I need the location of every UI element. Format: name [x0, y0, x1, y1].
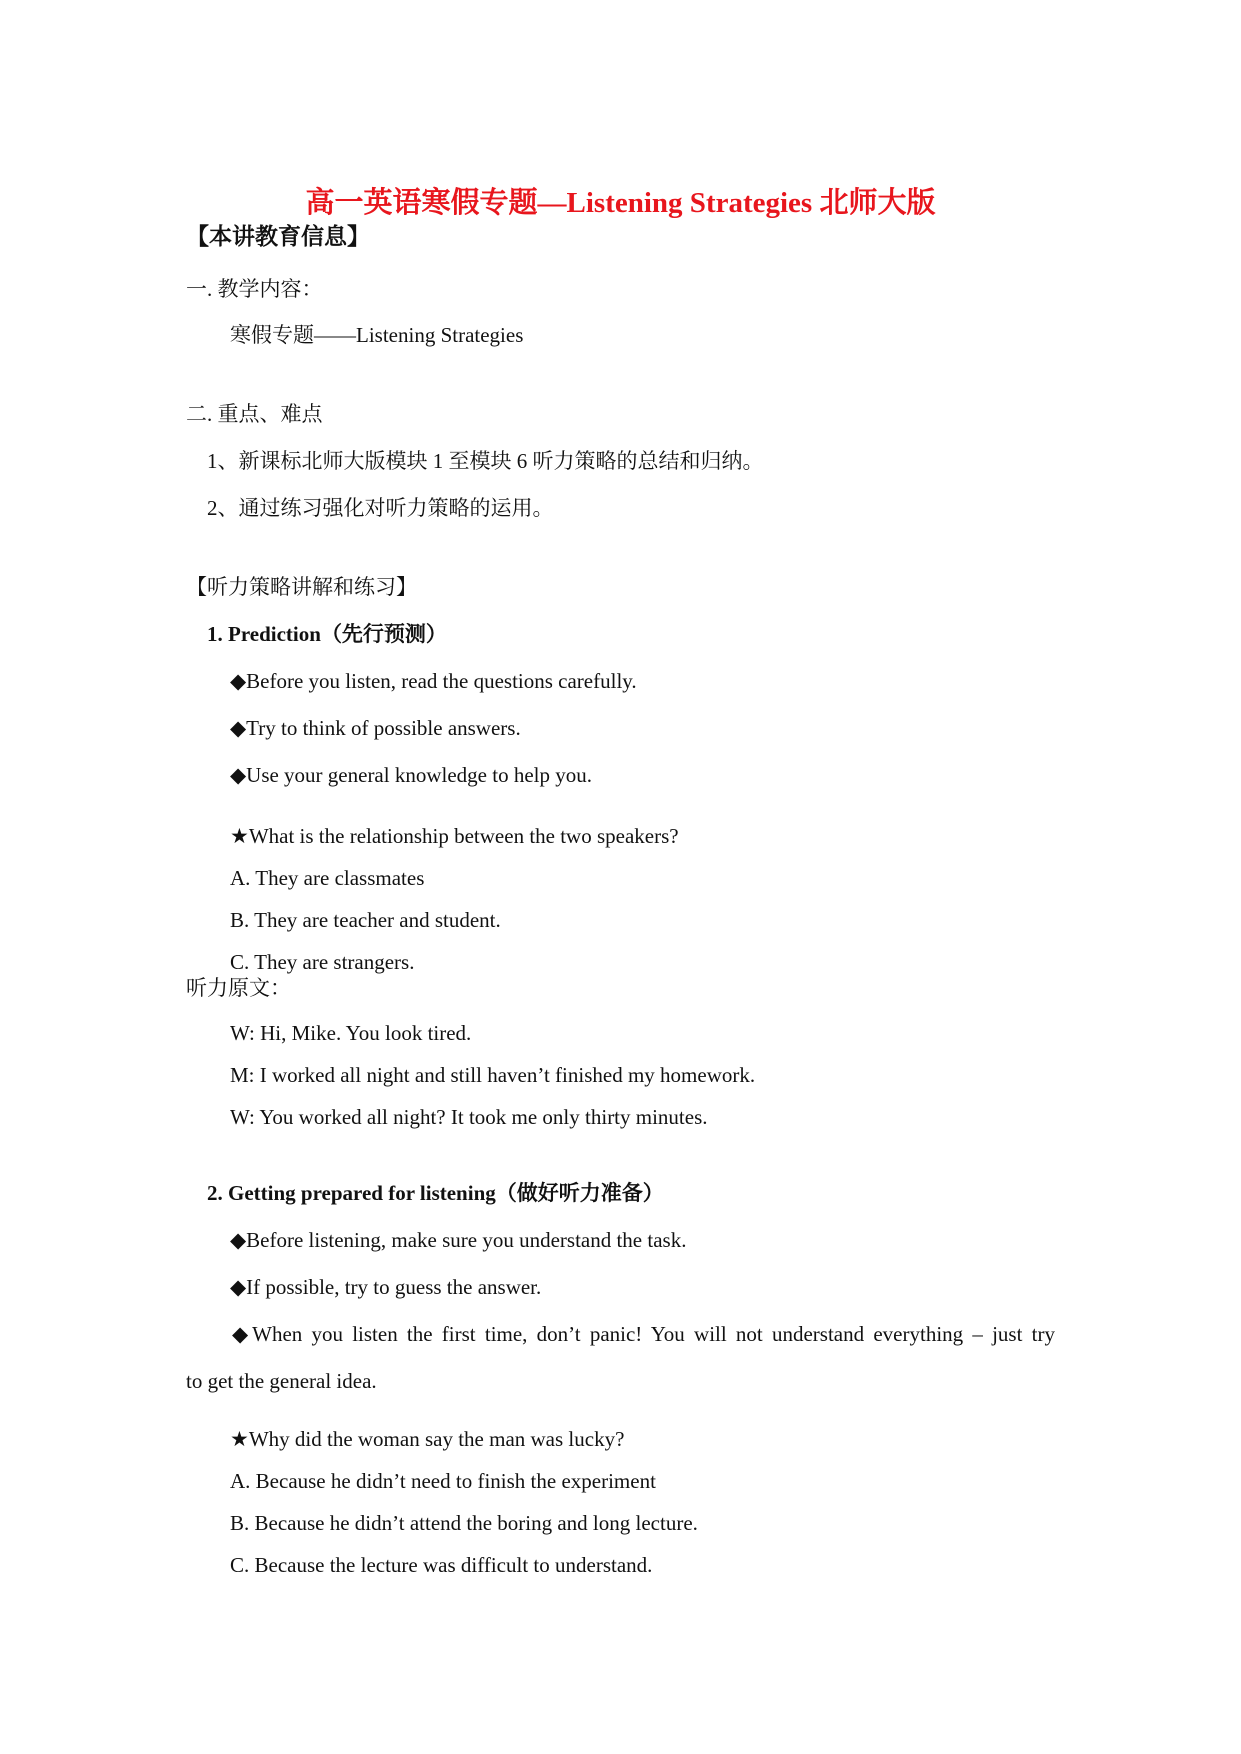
section1-content: 寒假专题——Listening Strategies [230, 323, 524, 347]
strategy2-tip: ◆If possible, try to guess the answer. [230, 1275, 542, 1299]
section2-heading: 二. 重点、难点 [186, 402, 323, 426]
strategy1-tip: ◆Before you listen, read the questions carefully. [230, 669, 637, 693]
strategy2-question: ★Why did the woman say the man was lucky? [230, 1427, 625, 1451]
strategy1-option: C. They are strangers. [230, 950, 415, 974]
section1-heading: 一. 教学内容： [186, 277, 323, 301]
strategy1-question: ★What is the relationship between the two speakers? [230, 824, 679, 848]
strategy1-option: A. They are classmates [230, 866, 425, 890]
strategy2-tip3-line1: ◆When you listen the first time, don’t panic! You will not understand everything – just try [232, 1322, 1055, 1346]
script-line: M: I worked all night and still haven’t finished my homework. [230, 1063, 756, 1087]
section2-item: 1、新课标北师大版模块 1 至模块 6 听力策略的总结和归纳。 [207, 449, 764, 473]
practice-header: 【听力策略讲解和练习】 [186, 575, 417, 599]
strategy1-option: B. They are teacher and student. [230, 908, 501, 932]
strategy2-option: B. Because he didn’t attend the boring and long lecture. [230, 1511, 698, 1535]
document-title: 高一英语寒假专题—Listening Strategies 北师大版 [305, 187, 936, 219]
strategy1-heading [207, 621, 447, 647]
strategy2-heading-cn: （做好听力准备） [495, 1181, 664, 1205]
strategy1-tip: ◆Try to think of possible answers. [230, 716, 521, 740]
strategy1-tip: ◆Use your general knowledge to help you. [230, 763, 592, 787]
section2-item: 2、通过练习强化对听力策略的运用。 [207, 496, 554, 520]
strategy2-heading [207, 1180, 664, 1206]
strategy2-heading-en: 2. Getting prepared for listening [207, 1181, 496, 1205]
strategy2-option: A. Because he didn’t need to finish the experiment [230, 1469, 656, 1493]
strategy2-tip3-line2: to get the general idea. [186, 1369, 377, 1393]
script-label: 听力原文： [186, 976, 291, 1000]
strategy1-heading-cn: （先行预测） [320, 622, 447, 646]
strategy2-tip: ◆Before listening, make sure you understand the task. [230, 1228, 687, 1252]
info-header: 【本讲教育信息】 [186, 224, 370, 249]
script-line: W: Hi, Mike. You look tired. [230, 1021, 472, 1045]
strategy1-heading-en: 1. Prediction [207, 622, 321, 646]
strategy2-option: C. Because the lecture was difficult to understand. [230, 1553, 653, 1577]
script-line: W: You worked all night? It took me only thirty minutes. [230, 1105, 708, 1129]
